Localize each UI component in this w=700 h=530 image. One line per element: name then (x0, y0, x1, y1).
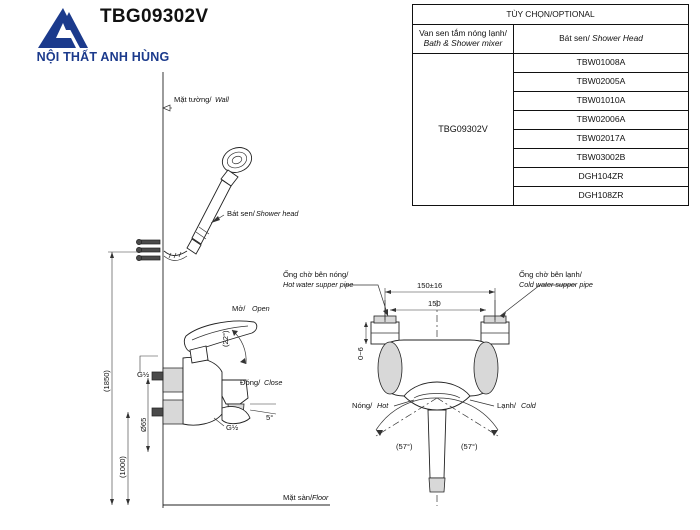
brand-name: NỘI THẤT ANH HÙNG (36, 50, 170, 64)
label-open-vi: Mở/ (232, 304, 246, 313)
cold-leader (470, 400, 494, 406)
close-arrow (240, 358, 246, 364)
table-cell-code: TBW01010A (514, 92, 689, 111)
label-wall-en: Wall (215, 95, 229, 104)
label-cold-pipe-en: Cold water supper pipe (519, 280, 593, 289)
dim-150-arrow-left (390, 308, 396, 312)
dim-center-nominal: 150 (428, 299, 441, 308)
header-mixer-vi: Van sen tắm nóng lạnh/ (419, 28, 507, 39)
dim-1850-arrow-bottom (110, 499, 114, 505)
mixer-side-view (152, 321, 257, 425)
dim-lever-left-angle: (57°) (396, 442, 413, 451)
dim-0-6-arrow-bottom (364, 339, 368, 344)
dim-1000-arrow-bottom (126, 499, 130, 505)
table-cell-model: TBG09302V (413, 54, 514, 206)
dim-spout-angle: 5° (266, 413, 274, 422)
table-cell-code: TBW02006A (514, 111, 689, 130)
header-showerhead-vi: Bát sen/ (559, 33, 590, 44)
label-close-en: Close (264, 378, 283, 387)
dim-0-6-arrow-top (364, 322, 368, 327)
dim-inlet-top: G½ (137, 370, 150, 379)
header-mixer-en: Bath & Shower mixer (423, 38, 503, 48)
dim-height-overall: (1850) (102, 370, 111, 392)
dim-inlet-bottom: G½ (226, 423, 239, 432)
dim-outlet-diameter: Ø65 (139, 417, 148, 432)
table-header-option: TÙY CHỌN/OPTIONAL (413, 5, 689, 25)
label-hot-vi: Nóng/ (352, 401, 373, 410)
dim-height-lower: (1000) (118, 456, 127, 478)
header-showerhead-en: Shower Head (592, 33, 643, 44)
table-cell-code: DGH104ZR (514, 168, 689, 187)
table-cell-code: TBW02005A (514, 73, 689, 92)
cold-pipe-leader (500, 285, 576, 316)
label-showerhead-en: Shower head (256, 209, 299, 218)
label-cold-en: Cold (521, 401, 536, 410)
label-close-vi: Đóng/ (240, 378, 261, 387)
dim-150-arrow-right (480, 308, 486, 312)
dim-1000-arrow-top (126, 412, 130, 418)
label-open-en: Open (252, 304, 270, 313)
label-floor-vi: Mặt sàn/ (283, 493, 313, 502)
wall-arrow (163, 105, 170, 111)
dim-center-tolerance: 150±16 (417, 281, 443, 290)
dim-d65-arrow-bottom (146, 446, 150, 452)
table-cell-code: TBW03002B (514, 149, 689, 168)
label-hot-pipe-vi: Ống chờ bên nóng/ (283, 270, 349, 279)
table-cell-code: TBW01008A (514, 54, 689, 73)
dim-handle-angle: (22°) (221, 330, 230, 347)
label-showerhead-vi: Bát sen/ (227, 209, 255, 218)
hot-pipe-leader (345, 285, 388, 316)
dim-1850-arrow-top (110, 252, 114, 258)
label-floor-en: Floor (312, 493, 329, 502)
label-wall-vi: Mặt tường/ (174, 95, 212, 104)
wall-hose-outlet (136, 239, 160, 260)
hot-pipe-arrow (383, 309, 388, 316)
dim-150-16-arrow-right (489, 290, 495, 294)
table-cell-code: DGH108ZR (514, 187, 689, 206)
dim-150-16-arrow-left (385, 290, 391, 294)
label-hot-pipe-en: Hot water supper pipe (283, 280, 354, 289)
table-cell-code: TBW02017A (514, 130, 689, 149)
page-title: TBG09302V (100, 6, 209, 27)
dim-wall-offset: 0~6 (356, 347, 365, 360)
label-hot-en: Hot (377, 401, 389, 410)
label-cold-vi: Lạnh/ (497, 401, 517, 410)
dim-lever-right-angle: (57°) (461, 442, 478, 451)
label-cold-pipe-vi: Ống chờ bên lạnh/ (519, 270, 582, 279)
shower-head-drawing (164, 143, 255, 260)
mixer-front-view (378, 340, 498, 492)
